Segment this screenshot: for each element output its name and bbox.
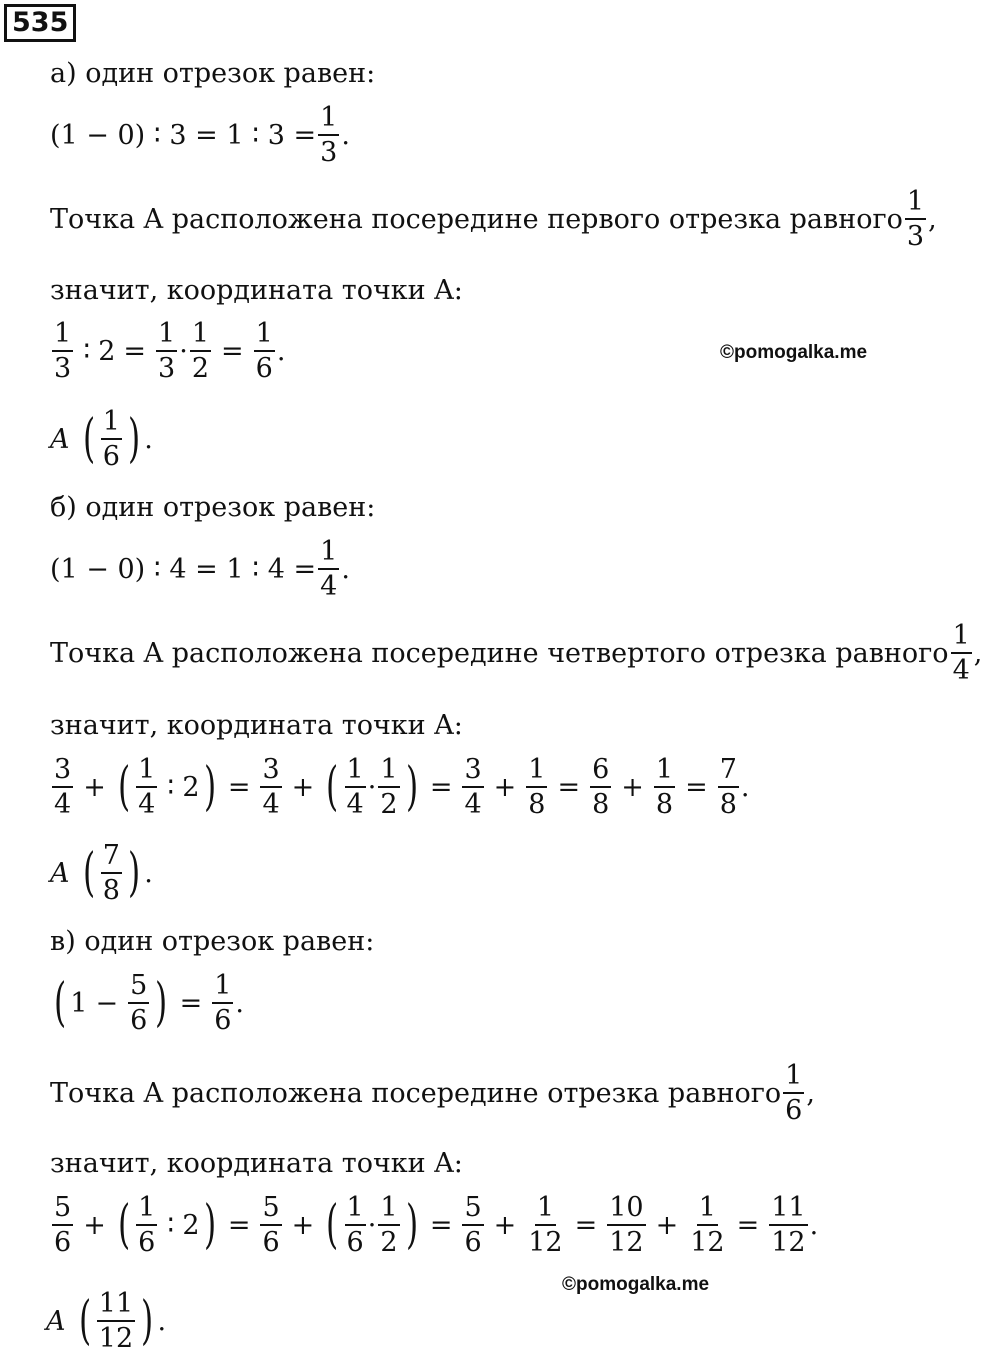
problem-number: 535: [4, 4, 76, 42]
watermark: ©pomogalka.me: [562, 1274, 710, 1295]
sentence-text: Точка A расположена посередине первого отрезка равного: [50, 203, 903, 235]
fraction-1-3: $\frac{1}{3}$: [906, 186, 925, 252]
part-c-answer: A ( $\frac{11}{12}$ ) .: [46, 1288, 167, 1354]
part-a-answer: A ( $\frac{1}{6}$ ) .: [50, 406, 153, 472]
part-c-sentence: Точка A расположена посередине отрезка равного $\frac{1}{6}$ ,: [50, 1060, 815, 1126]
part-c-segment-calc: ( 1 − $\frac{5}{6}$ ) = $\frac{1}{6}$ .: [54, 970, 244, 1036]
part-a-segment-calc: (1 − 0) ∶ 3 = 1 ∶ 3 = $\frac{1}{3}$ .: [50, 102, 350, 168]
fraction-1-4: $\frac{1}{4}$: [952, 620, 970, 686]
sentence-text: Точка A расположена посередине отрезка равного: [50, 1077, 782, 1109]
part-a-sentence: Точка A расположена посередине первого отрезка равного $\frac{1}{3}$ ,: [50, 186, 937, 252]
part-c-coord-line: значит, координата точки A:: [50, 1148, 463, 1179]
fraction-1-6: $\frac{1}{6}$: [785, 1060, 803, 1126]
part-b-segment-calc: (1 − 0) ∶ 4 = 1 ∶ 4 = $\frac{1}{4}$ .: [50, 536, 350, 602]
part-c-coord-calc: $\frac{5}{6}$ + ( $\frac{1}{6}$ ∶ 2 ) = $\frac{5}{6}$ + ( $\frac{1}{6}$ · $\frac{1}{2}$ ) = $\frac{5}{6}$ + $\frac{1}{12}$ = $\frac{10}{12}$ + $\frac{1}{12}$ = $\frac{11}{12}$ .: [54, 1192, 819, 1258]
part-a-coord-calc: $\frac{1}{3}$ ∶ 2 = $\frac{1}{3}$ · $\frac{1}{2}$ = $\frac{1}{6}$ .: [54, 318, 286, 384]
part-b-coord-calc: $\frac{3}{4}$ + ( $\frac{1}{4}$ ∶ 2 ) = $\frac{3}{4}$ + ( $\frac{1}{4}$ · $\frac{1}{2}$ ) = $\frac{3}{4}$ + $\frac{1}{8}$ = $\frac{6}{8}$ + $\frac{1}{8}$ = $\frac{7}{8}$ .: [54, 754, 750, 820]
part-b-sentence: Точка A расположена посередине четвертого отрезка равного $\frac{1}{4}$ ,: [50, 620, 982, 686]
part-a-coord-line: значит, координата точки A:: [50, 275, 463, 306]
calc-prefix: (1 − 0) ∶ 3 = 1 ∶ 3 =: [50, 119, 317, 151]
sentence-text: Точка A расположена посередине четвертого отрезка равного: [50, 637, 949, 669]
calc-prefix: (1 − 0) ∶ 4 = 1 ∶ 4 =: [50, 553, 317, 585]
part-b-header: б) один отрезок равен:: [50, 492, 376, 523]
part-b-coord-line: значит, координата точки A:: [50, 710, 463, 741]
watermark: ©pomogalka.me: [720, 342, 868, 363]
part-c-header: в) один отрезок равен:: [50, 926, 375, 957]
part-a-header: а) один отрезок равен:: [50, 58, 376, 89]
fraction-1-3: $\frac{1}{3}$: [320, 102, 338, 168]
part-b-answer: A ( $\frac{7}{8}$ ) .: [50, 840, 153, 906]
fraction-1-4: $\frac{1}{4}$: [320, 536, 338, 602]
